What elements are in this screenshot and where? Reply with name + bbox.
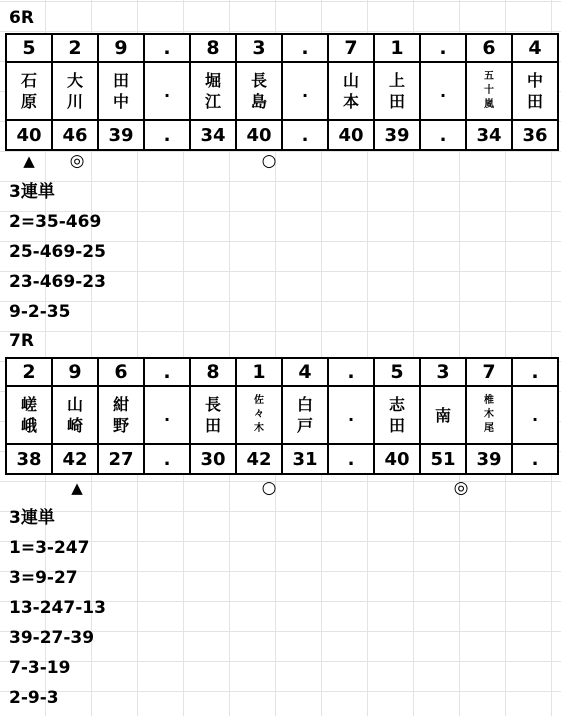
prediction-mark bbox=[341, 146, 389, 176]
race6-table bbox=[5, 33, 559, 151]
prediction-mark bbox=[485, 146, 533, 176]
name-cell: 石 原 bbox=[7, 63, 53, 121]
number-cell: 6 bbox=[467, 35, 513, 63]
bet-line: 7-3-19 bbox=[9, 658, 71, 678]
bet-line: 39-27-39 bbox=[9, 628, 95, 648]
name-cell: 白 戸 bbox=[283, 387, 329, 445]
points-cell: 39 bbox=[375, 121, 421, 151]
points-cell: . bbox=[145, 121, 191, 151]
points-cell: . bbox=[283, 121, 329, 151]
number-cell: . bbox=[145, 359, 191, 387]
name-cell: 志 田 bbox=[375, 387, 421, 445]
number-cell: 7 bbox=[329, 35, 375, 63]
points-cell: 51 bbox=[421, 445, 467, 475]
name-cell: 堀 江 bbox=[191, 63, 237, 121]
name-cell: 山 崎 bbox=[53, 387, 99, 445]
number-cell: 3 bbox=[237, 35, 283, 63]
name-cell: 上 田 bbox=[375, 63, 421, 121]
bet-line: 23-469-23 bbox=[9, 272, 106, 292]
number-cell: 1 bbox=[375, 35, 421, 63]
number-cell: . bbox=[145, 35, 191, 63]
points-cell: 39 bbox=[99, 121, 145, 151]
number-cell: 9 bbox=[99, 35, 145, 63]
prediction-mark: ○ bbox=[261, 151, 277, 171]
prediction-mark bbox=[197, 146, 245, 176]
number-cell: 5 bbox=[375, 359, 421, 387]
prediction-mark bbox=[293, 146, 341, 176]
prediction-mark bbox=[341, 473, 389, 503]
prediction-mark bbox=[485, 473, 533, 503]
number-cell: . bbox=[329, 359, 375, 387]
name-cell: 大 川 bbox=[53, 63, 99, 121]
prediction-mark: ◎ bbox=[69, 151, 85, 171]
name-cell: 嵯 峨 bbox=[7, 387, 53, 445]
prediction-mark bbox=[149, 473, 197, 503]
name-cell: 佐 々 木 bbox=[237, 387, 283, 445]
race6-title: 6R bbox=[9, 8, 34, 28]
prediction-mark bbox=[389, 473, 437, 503]
prediction-mark: ◎ bbox=[453, 478, 469, 498]
points-cell: 42 bbox=[237, 445, 283, 475]
name-cell: 紺 野 bbox=[99, 387, 145, 445]
points-cell: 42 bbox=[53, 445, 99, 475]
prediction-mark bbox=[533, 146, 561, 176]
name-cell: . bbox=[513, 387, 559, 445]
prediction-mark bbox=[293, 473, 341, 503]
number-cell: 8 bbox=[191, 359, 237, 387]
prediction-mark: ○ bbox=[261, 478, 277, 498]
bet-line: 2=35-469 bbox=[9, 212, 102, 232]
points-cell: . bbox=[421, 121, 467, 151]
points-cell: 34 bbox=[191, 121, 237, 151]
points-cell: . bbox=[513, 445, 559, 475]
prediction-mark bbox=[101, 146, 149, 176]
prediction-mark bbox=[5, 473, 53, 503]
name-cell: . bbox=[421, 63, 467, 121]
points-cell: 27 bbox=[99, 445, 145, 475]
prediction-mark bbox=[149, 146, 197, 176]
points-cell: 39 bbox=[467, 445, 513, 475]
number-cell: 5 bbox=[7, 35, 53, 63]
points-cell: 30 bbox=[191, 445, 237, 475]
race7-marks bbox=[5, 473, 561, 503]
points-cell: 40 bbox=[7, 121, 53, 151]
number-cell: 1 bbox=[237, 359, 283, 387]
number-cell: 8 bbox=[191, 35, 237, 63]
points-cell: 40 bbox=[375, 445, 421, 475]
name-cell: 中 田 bbox=[513, 63, 559, 121]
points-cell: 38 bbox=[7, 445, 53, 475]
prediction-mark: ▲ bbox=[71, 479, 83, 497]
number-cell: 9 bbox=[53, 359, 99, 387]
number-cell: 4 bbox=[283, 359, 329, 387]
prediction-mark bbox=[437, 146, 485, 176]
prediction-mark bbox=[389, 146, 437, 176]
points-cell: 34 bbox=[467, 121, 513, 151]
bet-line: 13-247-13 bbox=[9, 598, 106, 618]
race6-bets-title: 3連単 bbox=[9, 182, 55, 202]
prediction-mark bbox=[197, 473, 245, 503]
bet-line: 3=9-27 bbox=[9, 568, 78, 588]
bet-line: 1=3-247 bbox=[9, 538, 90, 558]
name-cell: . bbox=[145, 387, 191, 445]
number-cell: 2 bbox=[53, 35, 99, 63]
prediction-mark: ▲ bbox=[23, 152, 35, 170]
points-cell: 31 bbox=[283, 445, 329, 475]
name-cell: 田 中 bbox=[99, 63, 145, 121]
race7-table bbox=[5, 357, 559, 475]
name-cell: 長 島 bbox=[237, 63, 283, 121]
name-cell: 山 本 bbox=[329, 63, 375, 121]
points-cell: 36 bbox=[513, 121, 559, 151]
number-cell: . bbox=[283, 35, 329, 63]
points-cell: . bbox=[329, 445, 375, 475]
race7-title: 7R bbox=[9, 331, 34, 351]
prediction-mark bbox=[101, 473, 149, 503]
name-cell: 椎 木 尾 bbox=[467, 387, 513, 445]
points-cell: 40 bbox=[329, 121, 375, 151]
number-cell: 4 bbox=[513, 35, 559, 63]
name-cell: . bbox=[329, 387, 375, 445]
points-cell: . bbox=[145, 445, 191, 475]
name-cell: . bbox=[145, 63, 191, 121]
number-cell: 6 bbox=[99, 359, 145, 387]
prediction-mark bbox=[533, 473, 561, 503]
name-cell: 長 田 bbox=[191, 387, 237, 445]
bet-line: 9-2-35 bbox=[9, 302, 71, 322]
race7-bets-title: 3連単 bbox=[9, 508, 55, 528]
name-cell: 南 bbox=[421, 387, 467, 445]
bet-line: 25-469-25 bbox=[9, 242, 106, 262]
bet-line: 2-9-3 bbox=[9, 688, 59, 708]
number-cell: . bbox=[421, 35, 467, 63]
number-cell: 2 bbox=[7, 359, 53, 387]
name-cell: 五 十 嵐 bbox=[467, 63, 513, 121]
name-cell: . bbox=[283, 63, 329, 121]
number-cell: 7 bbox=[467, 359, 513, 387]
points-cell: 40 bbox=[237, 121, 283, 151]
race6-marks bbox=[5, 146, 561, 176]
points-cell: 46 bbox=[53, 121, 99, 151]
number-cell: 3 bbox=[421, 359, 467, 387]
number-cell: . bbox=[513, 359, 559, 387]
